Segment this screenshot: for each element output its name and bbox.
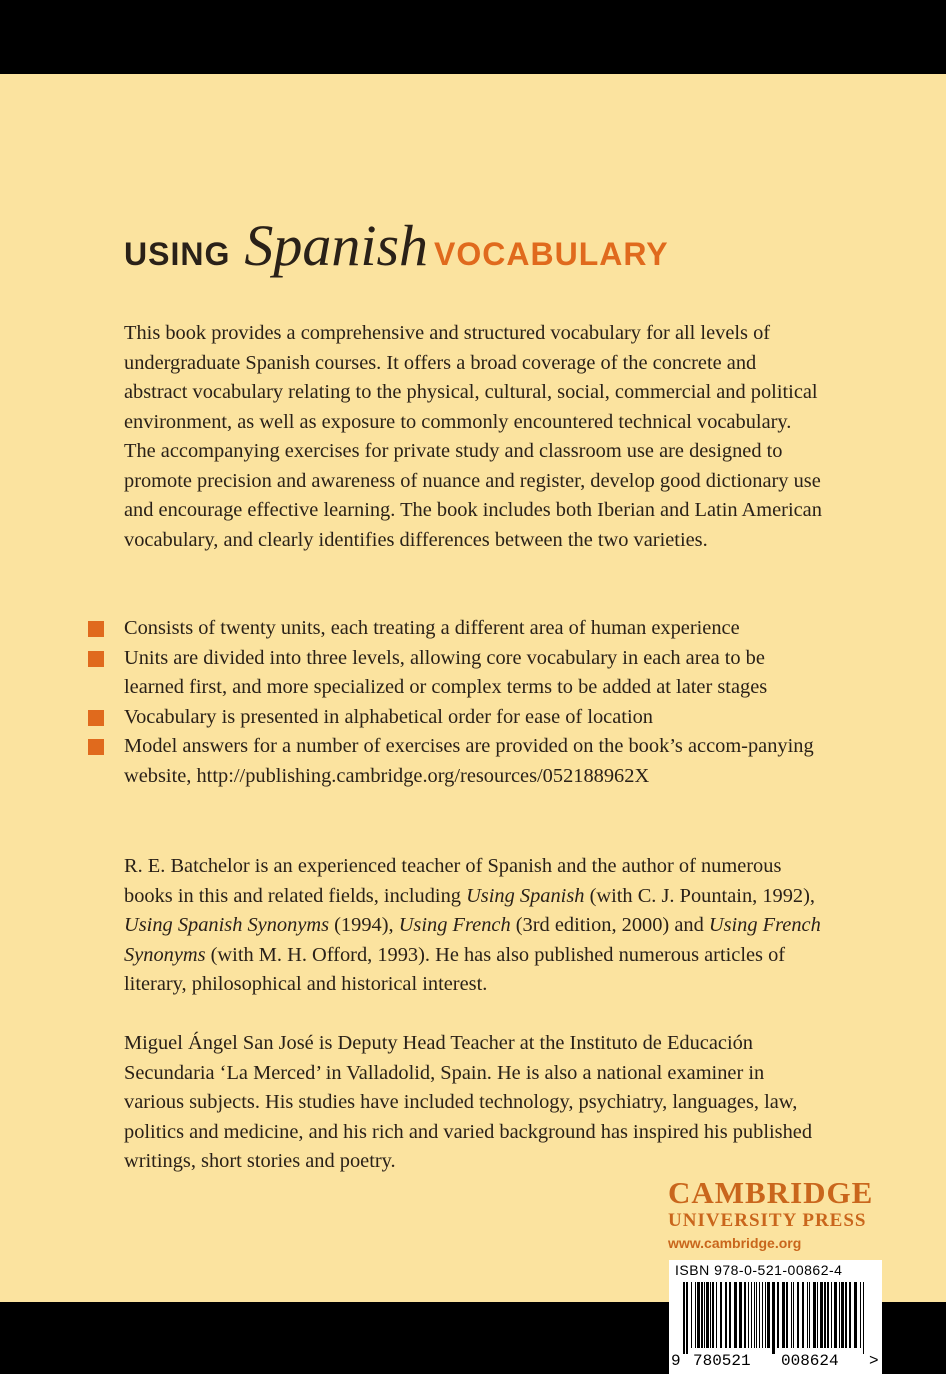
book-title [124,212,669,279]
title-vocabulary: VOCABULARY [434,236,669,272]
list-item: Consists of twenty units, each treating a different area of human experience [88,614,818,644]
bullet-square-icon [88,739,104,755]
isbn-label: ISBN 978-0-521-00862-4 [675,1262,843,1278]
feature-list [88,614,818,791]
title-using: USING [124,236,231,272]
publisher-name: CAMBRIDGE [668,1175,874,1210]
publisher-subtitle: UNIVERSITY PRESS [668,1210,867,1231]
list-item: Model answers for a number of exercises are provided on the book’s accom-panying website, http://publishing.cambridge.org/resources/052188962X [88,732,818,791]
publisher-logo [668,1176,883,1254]
bullet-square-icon [88,651,104,667]
barcode-bars [683,1282,869,1354]
book-back-cover [0,74,946,1370]
list-item: Units are divided into three levels, allowing core vocabulary in each area to be learned first, and more specialized or complex terms to be added at later stages [88,644,818,703]
list-item: Vocabulary is presented in alphabetical order for ease of location [88,703,818,733]
isbn-barcode: ISBN 978-0-521-00862-4 9 780521 008624 > [669,1260,882,1374]
bullet-square-icon [88,621,104,637]
publisher-website: www.cambridge.org [668,1235,802,1251]
author-bio-batchelor: R. E. Batchelor is an experienced teacher of Spanish and the author of numerous books in this and related fields, including Using Spanish (with C. J. Pountain, 1992), Using Spanish Synonyms (1994), Using French (3rd edition, 2000) and Using French Synonyms (with M. H. Offord, 1993). He has also published numerous articles of literary, philosophical and historical interest. [124,855,821,995]
title-spanish: Spanish [244,213,429,278]
author-bio-san-jose: Miguel Ángel San José is Deputy Head Teacher at the Instituto de Educación Secundaria ‘La Merced’ in Valladolid, Spain. He is also a national examiner in various subjects. His studies have included technology, psychiatry, languages, law, politics and medicine, and his rich and varied background has inspired his published writings, short stories and poetry. [124,1032,813,1172]
bullet-square-icon [88,710,104,726]
book-description: This book provides a comprehensive and structured vocabulary for all levels of undergraduate Spanish courses. It offers a broad coverage of the concrete and abstract vocabulary relating to the physical, cultural, social, commercial and political environment, as well as exposure to commonly encountered technical vocabulary. The accompanying exercises for private study and classroom use are designed to promote precision and awareness of nuance and register, develop good dictionary use and encourage effective learning. The book includes both Iberian and Latin American vocabulary, and clearly identifies differences between the two varieties. [124,322,822,551]
